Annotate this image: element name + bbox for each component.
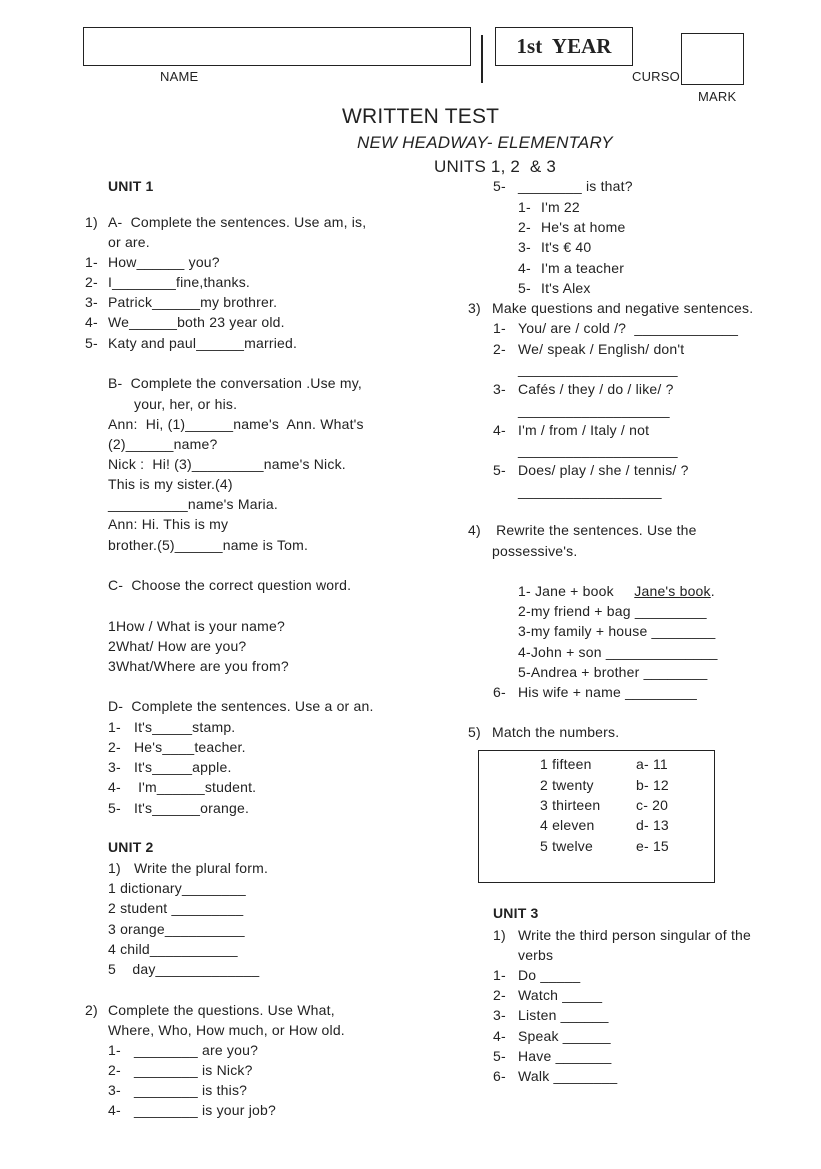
u2-ex2-instr2: Where, Who, How much, or How old. bbox=[108, 1022, 345, 1038]
item-text: __________________ bbox=[518, 483, 662, 499]
list-item bbox=[85, 313, 285, 331]
item-text: We______both 23 year old. bbox=[108, 314, 285, 330]
item-number: 3- bbox=[493, 1007, 506, 1023]
u3-ex1-instr2: verbs bbox=[518, 947, 554, 963]
item-number: 2- bbox=[493, 341, 506, 357]
answer-line bbox=[493, 360, 678, 378]
list-item bbox=[108, 758, 232, 776]
item-text: It's_____stamp. bbox=[134, 719, 236, 735]
u2-ex4-instr bbox=[468, 521, 697, 539]
exercise-number: 3) bbox=[468, 300, 481, 316]
item-number: 3- bbox=[108, 1082, 121, 1098]
list-item bbox=[108, 778, 256, 796]
item-text: Does/ play / she / tennis/ ? bbox=[518, 462, 689, 478]
item-number: 1- bbox=[108, 1042, 121, 1058]
exercise-number: 1) bbox=[85, 214, 98, 230]
item-number: 4- bbox=[518, 260, 531, 276]
item-number: 5- bbox=[493, 462, 506, 478]
match-number: e- 15 bbox=[636, 838, 669, 854]
item-number: 4- bbox=[108, 779, 121, 795]
name-label: NAME bbox=[160, 69, 199, 84]
item-text: ____________________ bbox=[518, 442, 678, 458]
conversation-line: Ann: Hi, (1)______name's Ann. What's bbox=[108, 416, 364, 432]
u2-ex1-instr bbox=[108, 859, 268, 877]
list-item bbox=[108, 799, 249, 817]
item-number: 1- bbox=[493, 320, 506, 336]
instruction-text: Complete the questions. Use What, bbox=[108, 1002, 335, 1018]
list-item bbox=[493, 1006, 609, 1024]
item-number: 6- bbox=[493, 684, 506, 700]
item-text: ________ is your job? bbox=[134, 1102, 276, 1118]
list-item bbox=[493, 461, 689, 479]
conversation-line: This is my sister.(4) bbox=[108, 476, 233, 492]
item-text: I________fine,thanks. bbox=[108, 274, 250, 290]
item-text: Katy and paul______married. bbox=[108, 335, 298, 351]
conversation-line: Ann: Hi. This is my bbox=[108, 516, 229, 532]
item-number: 5- bbox=[85, 335, 98, 351]
list-item bbox=[85, 334, 297, 352]
item-number: 4- bbox=[108, 1102, 121, 1118]
item-text: We/ speak / English/ don't bbox=[518, 341, 685, 357]
instruction-text: Write the third person singular of the bbox=[518, 927, 752, 943]
item-number: 2- bbox=[85, 274, 98, 290]
answer-item bbox=[518, 238, 591, 256]
match-word: 3 thirteen bbox=[540, 797, 601, 813]
instruction-text: Match the numbers. bbox=[492, 724, 620, 740]
item-text: Walk ________ bbox=[518, 1068, 618, 1084]
match-number: d- 13 bbox=[636, 817, 669, 833]
u1-a-instr2: or are. bbox=[108, 234, 150, 250]
item-text: How______ you? bbox=[108, 254, 220, 270]
item-number: 2- bbox=[108, 1062, 121, 1078]
u3-ex1-instr bbox=[493, 926, 751, 944]
list-item: 1How / What is your name? bbox=[108, 618, 285, 634]
item-text: It's______orange. bbox=[134, 800, 250, 816]
example-prompt: 1- Jane + book bbox=[518, 583, 635, 599]
item-number: 1- bbox=[108, 719, 121, 735]
item-text: ________ is Nick? bbox=[134, 1062, 253, 1078]
u2-ex2-instr bbox=[85, 1001, 335, 1019]
example-end: . bbox=[710, 583, 715, 599]
example-item bbox=[518, 582, 715, 600]
instruction-text: Make questions and negative sentences. bbox=[492, 300, 754, 316]
item-number: 3- bbox=[493, 381, 506, 397]
match-word: 4 eleven bbox=[540, 817, 595, 833]
answer-item bbox=[518, 198, 580, 216]
match-word: 2 twenty bbox=[540, 777, 594, 793]
item-text: ________ are you? bbox=[134, 1042, 259, 1058]
instruction-text: A- Complete the sentences. Use am, is, bbox=[108, 214, 367, 230]
item-text: Speak ______ bbox=[518, 1028, 611, 1044]
item-text: Have _______ bbox=[518, 1048, 612, 1064]
instruction-text: Write the plural form. bbox=[134, 860, 269, 876]
u2-ex4-instr2: possessive's. bbox=[492, 543, 578, 559]
conversation-line: brother.(5)______name is Tom. bbox=[108, 537, 309, 553]
list-item: 1 dictionary________ bbox=[108, 880, 246, 896]
item-text: I'm______student. bbox=[134, 779, 257, 795]
item-text: Watch _____ bbox=[518, 987, 603, 1003]
u1-b-instr: B- Complete the conversation .Use my, bbox=[108, 375, 362, 391]
item-text: It's Alex bbox=[541, 280, 591, 296]
item-number: 3- bbox=[518, 239, 531, 255]
list-item: 4 child___________ bbox=[108, 941, 238, 957]
unit1-title: UNIT 1 bbox=[108, 178, 154, 194]
item-text: I'm / from / Italy / not bbox=[518, 422, 650, 438]
list-item bbox=[493, 1047, 611, 1065]
item-text: Patrick______my brothrer. bbox=[108, 294, 278, 310]
name-field[interactable] bbox=[83, 27, 471, 66]
list-item bbox=[493, 966, 580, 984]
exercise-number: 5) bbox=[468, 724, 481, 740]
item-text: Cafés / they / do / like/ ? bbox=[518, 381, 674, 397]
answer-line bbox=[493, 482, 662, 500]
exercise-number: 4) bbox=[468, 522, 481, 538]
list-item bbox=[85, 293, 277, 311]
exercise-number: 2) bbox=[85, 1002, 98, 1018]
list-item bbox=[493, 380, 674, 398]
item-text: It's € 40 bbox=[541, 239, 592, 255]
u2-ex5-instr bbox=[468, 723, 619, 741]
item-number: 4- bbox=[493, 422, 506, 438]
subtitle: NEW HEADWAY- ELEMENTARY bbox=[357, 133, 613, 152]
item-text: His wife + name _________ bbox=[518, 684, 697, 700]
example-answer: Jane's book bbox=[634, 583, 711, 599]
item-number: 3- bbox=[85, 294, 98, 310]
item-number: 1- bbox=[518, 199, 531, 215]
item-text: You/ are / cold /? _____________ bbox=[518, 320, 739, 336]
item-text: ____________________ bbox=[518, 361, 678, 377]
list-item bbox=[493, 986, 602, 1004]
list-item: 2-my friend + bag _________ bbox=[518, 603, 707, 619]
u1-d-instr: D- Complete the sentences. Use a or an. bbox=[108, 698, 374, 714]
unit3-title: UNIT 3 bbox=[493, 905, 539, 921]
item-text: ___________________ bbox=[518, 402, 670, 418]
divider bbox=[481, 35, 483, 83]
item-text: ________ is that? bbox=[518, 178, 633, 194]
list-item bbox=[85, 253, 220, 271]
item-text: Do _____ bbox=[518, 967, 581, 983]
course-label: CURSO bbox=[632, 69, 680, 84]
item-number: 5- bbox=[493, 178, 506, 194]
u1-c-instr: C- Choose the correct question word. bbox=[108, 577, 352, 593]
list-item bbox=[493, 683, 697, 701]
match-number: b- 12 bbox=[636, 777, 669, 793]
item-number: 5- bbox=[493, 1048, 506, 1064]
list-item: 5 day_____________ bbox=[108, 961, 260, 977]
item-number: 5- bbox=[108, 800, 121, 816]
match-word: 1 fifteen bbox=[540, 756, 592, 772]
u1-a-instr bbox=[85, 213, 366, 231]
list-item bbox=[493, 1067, 617, 1085]
match-number: a- 11 bbox=[636, 756, 668, 772]
item-text: ________ is this? bbox=[134, 1082, 248, 1098]
list-item: 3-my family + house ________ bbox=[518, 623, 716, 639]
list-item bbox=[108, 718, 235, 736]
match-word: 5 twelve bbox=[540, 838, 593, 854]
item-number: 4- bbox=[493, 1028, 506, 1044]
page-title: WRITTEN TEST bbox=[342, 105, 500, 128]
year-box: 1st YEAR bbox=[495, 27, 633, 66]
item-number: 6- bbox=[493, 1068, 506, 1084]
match-number: c- 20 bbox=[636, 797, 669, 813]
list-item bbox=[108, 1061, 253, 1079]
answer-item bbox=[518, 218, 625, 236]
exercise-number: 1) bbox=[493, 927, 506, 943]
item-text: Listen ______ bbox=[518, 1007, 609, 1023]
list-item bbox=[108, 1041, 258, 1059]
item-number: 5- bbox=[518, 280, 531, 296]
item-number: 2- bbox=[493, 987, 506, 1003]
instruction-text: Rewrite the sentences. Use the bbox=[492, 522, 697, 538]
item-text: I'm a teacher bbox=[541, 260, 625, 276]
item-text: He's____teacher. bbox=[134, 739, 246, 755]
item-number: 2- bbox=[108, 739, 121, 755]
item-number: 1- bbox=[493, 967, 506, 983]
list-item bbox=[493, 421, 649, 439]
conversation-line: __________name's Maria. bbox=[108, 496, 278, 512]
list-item: 3 orange__________ bbox=[108, 921, 245, 937]
units-line: UNITS 1, 2 & 3 bbox=[434, 157, 557, 176]
list-item bbox=[493, 340, 684, 358]
list-item: 2 student _________ bbox=[108, 900, 244, 916]
answer-line bbox=[493, 441, 678, 459]
item-number: 3- bbox=[108, 759, 121, 775]
list-item bbox=[108, 1101, 276, 1119]
answer-line bbox=[493, 401, 670, 419]
list-item bbox=[493, 319, 738, 337]
mark-box[interactable] bbox=[681, 33, 744, 85]
item-number: 4- bbox=[85, 314, 98, 330]
u1-b-instr2: your, her, or his. bbox=[134, 396, 238, 412]
list-item: 2What/ How are you? bbox=[108, 638, 247, 654]
match-box bbox=[478, 750, 715, 883]
exercise-number: 1) bbox=[108, 860, 121, 876]
unit2-title: UNIT 2 bbox=[108, 839, 154, 855]
list-item bbox=[493, 1027, 611, 1045]
answer-item bbox=[518, 259, 624, 277]
item-text: I'm 22 bbox=[541, 199, 580, 215]
conversation-line: Nick : Hi! (3)_________name's Nick. bbox=[108, 456, 346, 472]
list-item: 3What/Where are you from? bbox=[108, 658, 289, 674]
list-item: 4-John + son ______________ bbox=[518, 644, 718, 660]
item-number: 2- bbox=[518, 219, 531, 235]
item-text: He's at home bbox=[541, 219, 626, 235]
list-item bbox=[85, 273, 250, 291]
conversation-line: (2)______name? bbox=[108, 436, 218, 452]
list-item bbox=[108, 738, 246, 756]
list-item bbox=[108, 1081, 247, 1099]
list-item bbox=[493, 177, 633, 195]
answer-item bbox=[518, 279, 591, 297]
mark-label: MARK bbox=[698, 89, 737, 104]
item-text: It's_____apple. bbox=[134, 759, 232, 775]
item-number: 1- bbox=[85, 254, 98, 270]
u2-ex3-instr bbox=[468, 299, 753, 317]
list-item: 5-Andrea + brother ________ bbox=[518, 664, 708, 680]
